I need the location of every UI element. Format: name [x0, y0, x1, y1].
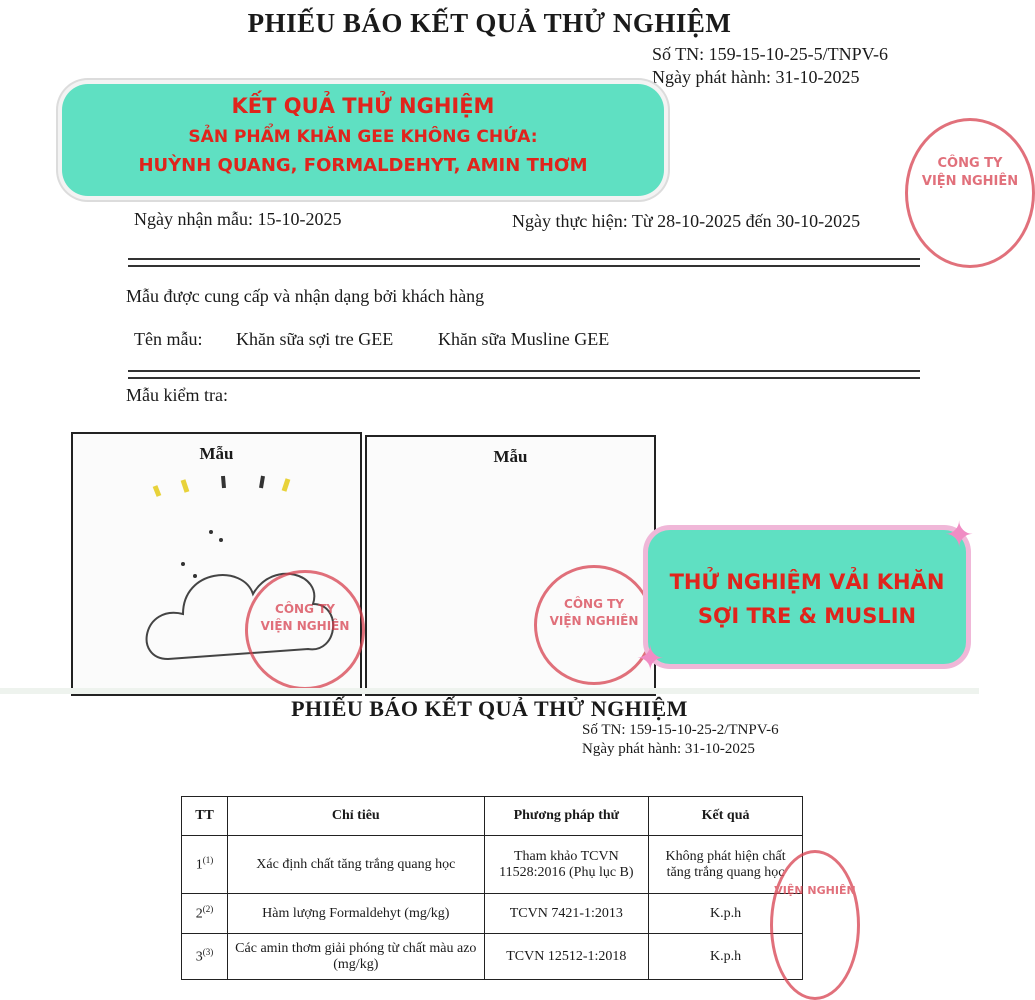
row-criterion: Hàm lượng Formaldehyt (mg/kg) — [228, 894, 484, 934]
company-stamp-photo-1 — [245, 570, 365, 690]
stamp-text: CÔNG TY — [937, 156, 1003, 171]
performed-date: Ngày thực hiện: Từ 28-10-2025 đến 30-10-2025 — [512, 211, 861, 231]
sample-photo-label: Mẫu — [493, 447, 528, 466]
test-sample-label: Mẫu kiểm tra: — [126, 385, 228, 405]
row-criterion: Xác định chất tăng trắng quang học — [228, 836, 484, 894]
stamp-text: CÔNG TY — [275, 602, 335, 616]
stamp-text: CÔNG TY — [564, 597, 624, 611]
sample-name-2: Khăn sữa Musline GEE — [438, 329, 610, 349]
banner-right-line-1: THỬ NGHIỆM VẢI KHĂN — [669, 570, 945, 594]
row-number: 3 — [195, 949, 203, 965]
banner-right-line-2: SỢI TRE & MUSLIN — [697, 604, 917, 628]
row-result: Không phát hiện chất tăng trắng quang học — [649, 836, 803, 894]
banner-line-2: SẢN PHẨM KHĂN GEE KHÔNG CHỨA: — [188, 127, 538, 147]
doc1-report-number: Số TN: 159-15-10-25-5/TNPV-6 — [652, 44, 889, 64]
row-tt — [182, 934, 228, 980]
row-footnote: (3) — [202, 947, 214, 958]
table-row — [182, 934, 803, 980]
row-footnote: (2) — [202, 904, 214, 915]
banner-line-1: KẾT QUẢ THỬ NGHIỆM — [231, 94, 495, 118]
stamp-text: VIỆN NGHIÊN — [549, 614, 639, 628]
header-result: Kết quả — [649, 797, 803, 836]
sparkle-icon: ✦ — [636, 639, 665, 679]
company-stamp-table — [770, 850, 860, 1000]
row-criterion: Các amin thơm giải phóng từ chất màu azo (mg/kg) — [228, 934, 484, 980]
row-method: TCVN 12512-1:2018 — [484, 934, 649, 980]
double-rule — [128, 258, 920, 267]
doc2-report-number: Số TN: 159-15-10-25-2/TNPV-6 — [582, 722, 779, 738]
table-header-row — [182, 797, 803, 836]
doc2-issue-date: Ngày phát hành: 31-10-2025 — [582, 741, 755, 757]
sample-name-1: Khăn sữa sợi tre GEE — [236, 329, 394, 349]
sample-name-label: Tên mẫu: — [134, 329, 203, 349]
row-number: 2 — [195, 906, 203, 922]
row-footnote: (1) — [202, 855, 214, 866]
row-method: TCVN 7421-1:2013 — [484, 894, 649, 934]
highlight-banner — [62, 84, 664, 196]
doc1-issue-date: Ngày phát hành: 31-10-2025 — [652, 67, 860, 87]
row-method: Tham khảo TCVN 11528:2016 (Phụ lục B) — [484, 836, 649, 894]
table-row — [182, 894, 803, 934]
doc1-title: PHIẾU BÁO KẾT QUẢ THỬ NGHIỆM — [247, 8, 732, 38]
provided-note: Mẫu được cung cấp và nhận dạng bởi khách hàng — [126, 286, 485, 306]
stamp-text: VIỆN NGHIÊN — [921, 174, 1019, 189]
row-number: 1 — [195, 857, 203, 873]
header-tt: TT — [182, 797, 228, 836]
row-result: K.p.h — [649, 934, 803, 980]
table-row — [182, 836, 803, 894]
doc2-title: PHIẾU BÁO KẾT QUẢ THỬ NGHIỆM — [291, 696, 688, 721]
row-result: K.p.h — [649, 894, 803, 934]
image-seam — [0, 688, 979, 694]
sparkle-icon: ✦ — [944, 515, 975, 556]
row-tt — [182, 836, 228, 894]
received-date: Ngày nhận mẫu: 15-10-2025 — [134, 209, 342, 229]
company-stamp-top — [905, 118, 1035, 268]
double-rule — [128, 370, 920, 379]
banner-line-3: HUỲNH QUANG, FORMALDEHYT, AMIN THƠM — [138, 155, 588, 176]
results-table — [181, 796, 803, 980]
header-criterion: Chỉ tiêu — [228, 797, 484, 836]
stamp-text: VIỆN NGHIÊN — [774, 884, 856, 897]
header-method: Phương pháp thử — [484, 797, 649, 836]
sample-photo-label: Mẫu — [199, 444, 234, 463]
row-tt — [182, 894, 228, 934]
stamp-text: VIỆN NGHIÊN — [260, 619, 350, 633]
fabric-test-banner — [648, 530, 966, 664]
